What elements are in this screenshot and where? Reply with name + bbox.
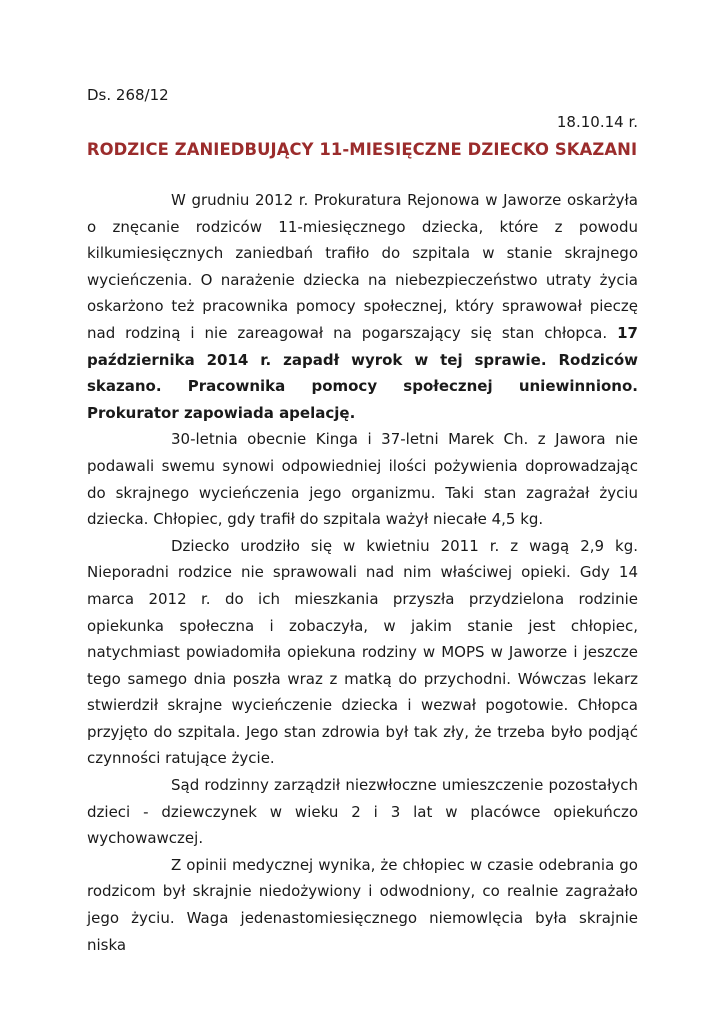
paragraph-1-text: W grudniu 2012 r. Prokuratura Rejonowa w Jaworze oskarżyła o znęcanie rodziców 11-miesięcznego dziecka, które z powodu kilkumiesięcznych zaniedbań trafiło do szpitala w stanie skrajnego wycieńczenia. O narażenie dziecka na niebezpieczeństwo utraty życia oskarżono też pracownika pomocy społecznej, który sprawował pieczę nad rodziną i nie zareagował na pogarszający się stan chłopca.: [87, 191, 638, 342]
verdict-highlight: 17 października 2014 r. zapadł wyrok w tej sprawie. Rodziców skazano. Pracownika pomocy społecznej uniewinniono. Prokurator zapowiada apelację.: [87, 323, 638, 422]
paragraph-2: 30-letnia obecnie Kinga i 37-letni Marek Ch. z Jawora nie podawali swemu synowi odpowiedniej ilości pożywienia doprowadzając do skrajnego wycieńczenia jego organizmu. Taki stan zagrażał życiu dziecka. Chłopiec, gdy trafił do szpitala ważył niecałe 4,5 kg.: [87, 430, 638, 529]
document-body: [87, 187, 638, 958]
document-date: 18.10.14 r.: [556, 113, 638, 131]
paragraph-4: Sąd rodzinny zarządził niezwłoczne umieszczenie pozostałych dzieci - dziewczynek w wieku 2 i 3 lat w placówce opiekuńczo wychowawczej.: [87, 776, 638, 848]
document-title: RODZICE ZANIEDBUJĄCY 11-MIESIĘCZNE DZIECKO SKAZANI: [86, 140, 638, 159]
paragraph-1: [87, 187, 638, 426]
paragraph-3: Dziecko urodziło się w kwietniu 2011 r. z wagą 2,9 kg. Nieporadni rodzice nie sprawowali nad nim właściwej opieki. Gdy 14 marca 2012 r. do ich mieszkania przyszła przydzielona rodzinie opiekunka społeczna i zobaczyła, w jakim stanie jest chłopiec, natychmiast powiadomiła opiekuna rodziny w MOPS w Jaworze i jeszcze tego samego dnia poszła wraz z matką do przychodni. Wówczas lekarz stwierdził skrajne wycieńczenie dziecka i wezwał pogotowie. Chłopca przyjęto do szpitala. Jego stan zdrowia był tak zły, że trzeba było podjąć czynności ratujące życie.: [87, 536, 638, 768]
case-reference: Ds. 268/12: [87, 86, 169, 104]
paragraph-5: Z opinii medycznej wynika, że chłopiec w czasie odebrania go rodzicom był skrajnie niedożywiony i odwodniony, co realnie zagrażało jego życiu. Waga jedenastomiesięcznego niemowlęcia była skrajnie niska: [87, 855, 638, 954]
